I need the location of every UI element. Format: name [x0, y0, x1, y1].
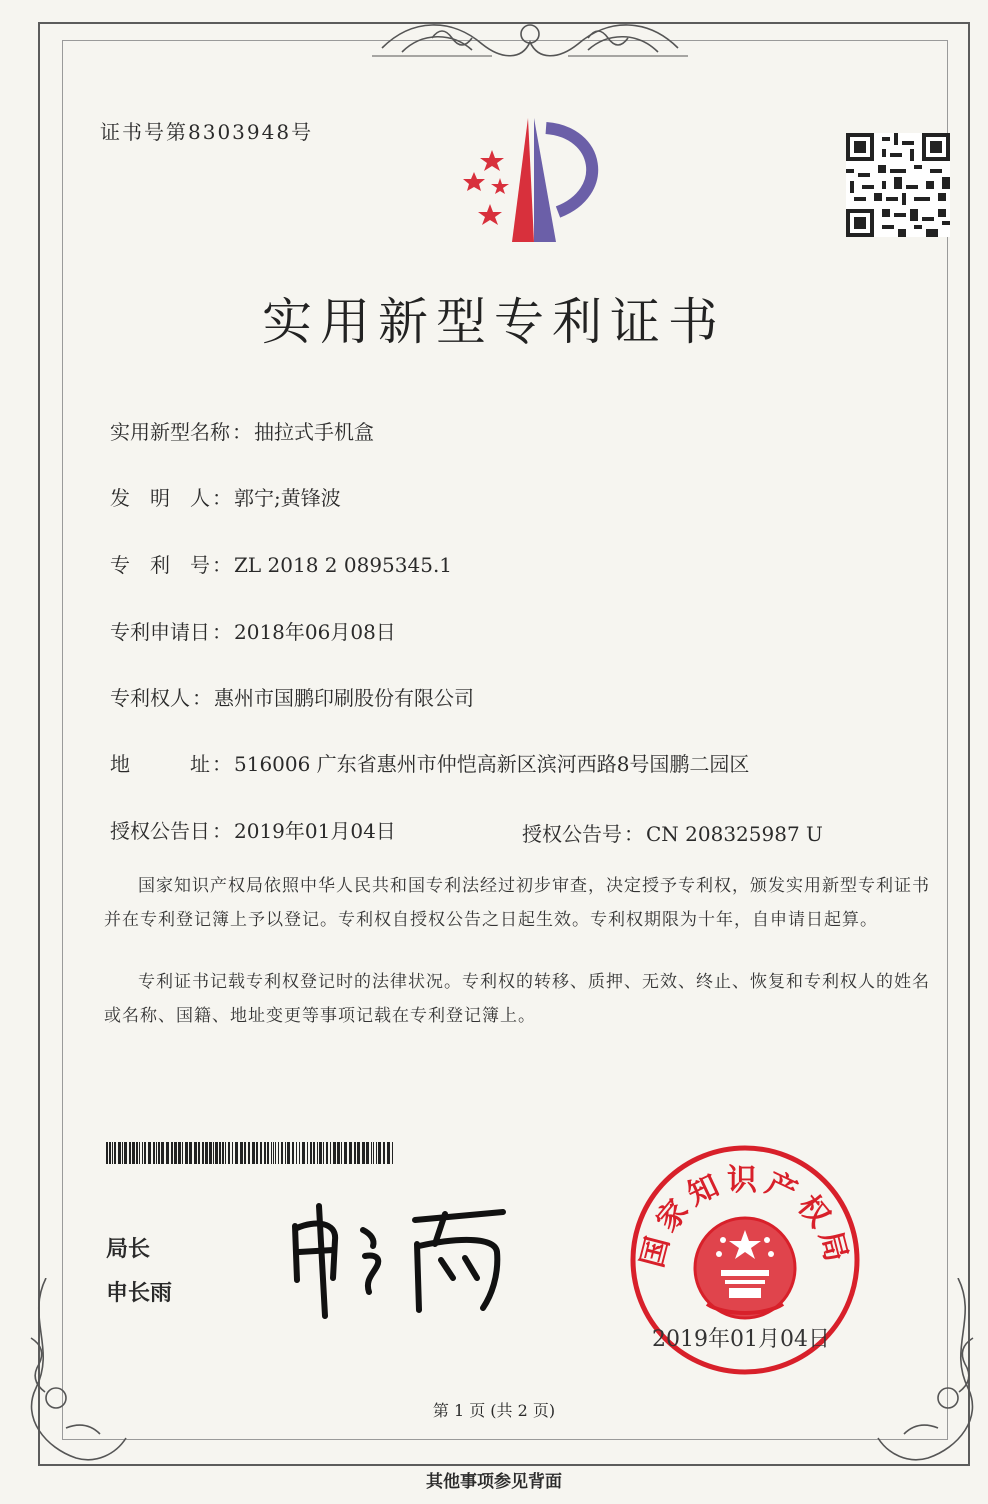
barcode-bar	[209, 1142, 212, 1164]
barcode-bar	[326, 1142, 328, 1164]
field-label: 专 利 号	[110, 553, 210, 577]
barcode-bar	[292, 1142, 294, 1164]
barcode-bar	[337, 1142, 340, 1164]
barcode-bar	[357, 1142, 360, 1164]
barcode-bar	[387, 1142, 390, 1164]
barcode-bar	[225, 1142, 226, 1164]
barcode-bar	[252, 1142, 255, 1164]
field-label: 授权公告日	[110, 819, 210, 843]
field-value: 2018年06月08日	[234, 620, 396, 644]
barcode-bar	[194, 1142, 197, 1164]
barcode-bar	[109, 1142, 111, 1164]
barcode-bar	[333, 1142, 336, 1164]
field-label: 实用新型名称	[110, 420, 230, 444]
barcode-bar	[317, 1142, 318, 1164]
barcode-bar	[240, 1142, 243, 1164]
barcode-bar	[142, 1142, 143, 1164]
barcode-bar	[296, 1142, 297, 1164]
barcode-bar	[182, 1142, 183, 1164]
barcode-bar	[235, 1142, 238, 1164]
barcode-bar	[132, 1142, 135, 1164]
barcode-bar	[330, 1142, 331, 1164]
barcode-bar	[287, 1142, 290, 1164]
barcode-bar	[148, 1142, 151, 1164]
barcode-bar	[264, 1142, 266, 1164]
barcode-bar	[185, 1142, 188, 1164]
barcode-bar	[371, 1142, 372, 1164]
barcode-bar	[124, 1142, 127, 1164]
field-grant-number: 授权公告号 ： CN 208325987 U	[522, 818, 823, 847]
barcode-bar	[248, 1142, 250, 1164]
field-label: 专利权人	[110, 686, 190, 710]
barcode-bar	[319, 1142, 322, 1164]
field-value: CN 208325987 U	[646, 822, 823, 846]
barcode-bar	[349, 1142, 352, 1164]
field-value: ZL 2018 2 0895345.1	[234, 553, 453, 577]
barcode-bar	[299, 1142, 300, 1164]
barcode-bar	[156, 1142, 157, 1164]
barcode-bar	[273, 1142, 274, 1164]
field-label: 专利申请日	[110, 620, 210, 644]
barcode-bar	[260, 1142, 262, 1164]
barcode-bar	[307, 1142, 308, 1164]
field-address: 地 址 ： 516006 广东省惠州市仲恺高新区滨河西路8号国鹏二园区	[110, 748, 749, 777]
barcode-bar	[271, 1142, 272, 1164]
barcode-bar	[213, 1142, 214, 1164]
barcode-bar	[189, 1142, 192, 1164]
signer-title: 局长	[106, 1237, 151, 1262]
barcode-bar	[139, 1142, 140, 1164]
field-patentee: 专利权人 ： 惠州市国鹏印刷股份有限公司	[110, 682, 474, 711]
barcode-bar	[112, 1142, 113, 1164]
barcode-bar	[376, 1142, 377, 1164]
qr-code-icon	[846, 133, 950, 237]
barcode-bar	[354, 1142, 356, 1164]
barcode-bar	[281, 1142, 283, 1164]
field-utility-model-name: 实用新型名称 ： 抽拉式手机盒	[110, 416, 374, 445]
cnipa-logo-icon	[450, 112, 610, 248]
barcode-bar	[198, 1142, 200, 1164]
barcode-bar	[392, 1142, 393, 1164]
barcode-bar	[158, 1142, 160, 1164]
barcode-bar	[256, 1142, 258, 1164]
field-filing-date: 专利申请日 ： 2018年06月08日	[110, 616, 396, 645]
barcode-bar	[313, 1142, 315, 1164]
field-label: 授权公告号	[522, 822, 622, 846]
barcode-bar	[373, 1142, 374, 1164]
barcode-bar	[215, 1142, 218, 1164]
barcode-bar	[366, 1142, 369, 1164]
barcode-bar	[232, 1142, 233, 1164]
barcode-bar	[323, 1142, 324, 1164]
field-inventor: 发 明 人 ： 郭宁;黄锋波	[110, 482, 341, 511]
barcode-bar	[228, 1142, 230, 1164]
field-value: 抽拉式手机盒	[254, 420, 374, 444]
field-patent-number: 专 利 号 ： ZL 2018 2 0895345.1	[110, 549, 452, 578]
barcode-bar	[129, 1142, 131, 1164]
barcode-bar	[341, 1142, 342, 1164]
bottom-left-ornament	[16, 1278, 136, 1478]
certificate-title: 实用新型专利证书	[262, 293, 726, 351]
top-ornament	[372, 8, 688, 72]
barcode-bar	[378, 1142, 381, 1164]
handwritten-signature	[285, 1200, 525, 1320]
barcode-bar	[278, 1142, 279, 1164]
field-value: 2019年01月04日	[234, 819, 396, 843]
barcode-bar	[267, 1142, 269, 1164]
field-grant-date: 授权公告日 ： 2019年01月04日	[110, 815, 396, 844]
barcode-bar	[205, 1142, 208, 1164]
barcode-bar	[136, 1142, 138, 1164]
barcode-bar	[114, 1142, 116, 1164]
barcode-bar	[383, 1142, 385, 1164]
barcode-bar	[153, 1142, 155, 1164]
barcode-bar	[310, 1142, 312, 1164]
barcode-bar	[161, 1142, 164, 1164]
certificate-number: 证书号第8303948号	[100, 120, 314, 144]
barcode-bar	[285, 1142, 286, 1164]
barcode-bar	[166, 1142, 169, 1164]
barcode-bar	[302, 1142, 305, 1164]
barcode-bar	[122, 1142, 123, 1164]
barcode-bar	[244, 1142, 246, 1164]
signer-name: 申长雨	[106, 1281, 173, 1306]
barcode-bar	[106, 1142, 108, 1164]
seal-text: 国家知识产权局	[634, 1163, 856, 1271]
barcode-icon	[106, 1142, 396, 1164]
barcode-bar	[344, 1142, 347, 1164]
field-value: 516006 广东省惠州市仲恺高新区滨河西路8号国鹏二园区	[234, 752, 750, 776]
barcode-bar	[362, 1142, 365, 1164]
field-label: 发 明 人	[110, 486, 210, 510]
bottom-right-ornament	[868, 1278, 988, 1478]
barcode-bar	[222, 1142, 224, 1164]
body-paragraph-1: 国家知识产权局依照中华人民共和国专利法经过初步审查，决定授予专利权，颁发实用新型专利证书并在专利登记簿上予以登记。专利权自授权公告之日起生效。专利权期限为十年，自申请日起算。	[104, 876, 930, 930]
barcode-bar	[144, 1142, 146, 1164]
seal-date: 2019年01月04日	[652, 1327, 830, 1352]
barcode-bar	[219, 1142, 221, 1164]
body-paragraph-2: 专利证书记载专利权登记时的法律状况。专利权的转移、质押、无效、终止、恢复和专利权人的姓名或名称、国籍、地址变更等事项记载在专利登记簿上。	[104, 972, 930, 1026]
page-number: 第 1 页 (共 2 页)	[432, 1401, 556, 1420]
field-value: 惠州市国鹏印刷股份有限公司	[214, 686, 474, 710]
barcode-bar	[171, 1142, 173, 1164]
barcode-bar	[202, 1142, 204, 1164]
barcode-bar	[275, 1142, 276, 1164]
field-value: 郭宁;黄锋波	[234, 486, 341, 510]
barcode-bar	[174, 1142, 177, 1164]
footer-note: 其他事项参见背面	[426, 1472, 562, 1492]
barcode-bar	[178, 1142, 181, 1164]
field-label: 地 址	[110, 752, 210, 776]
barcode-bar	[118, 1142, 121, 1164]
